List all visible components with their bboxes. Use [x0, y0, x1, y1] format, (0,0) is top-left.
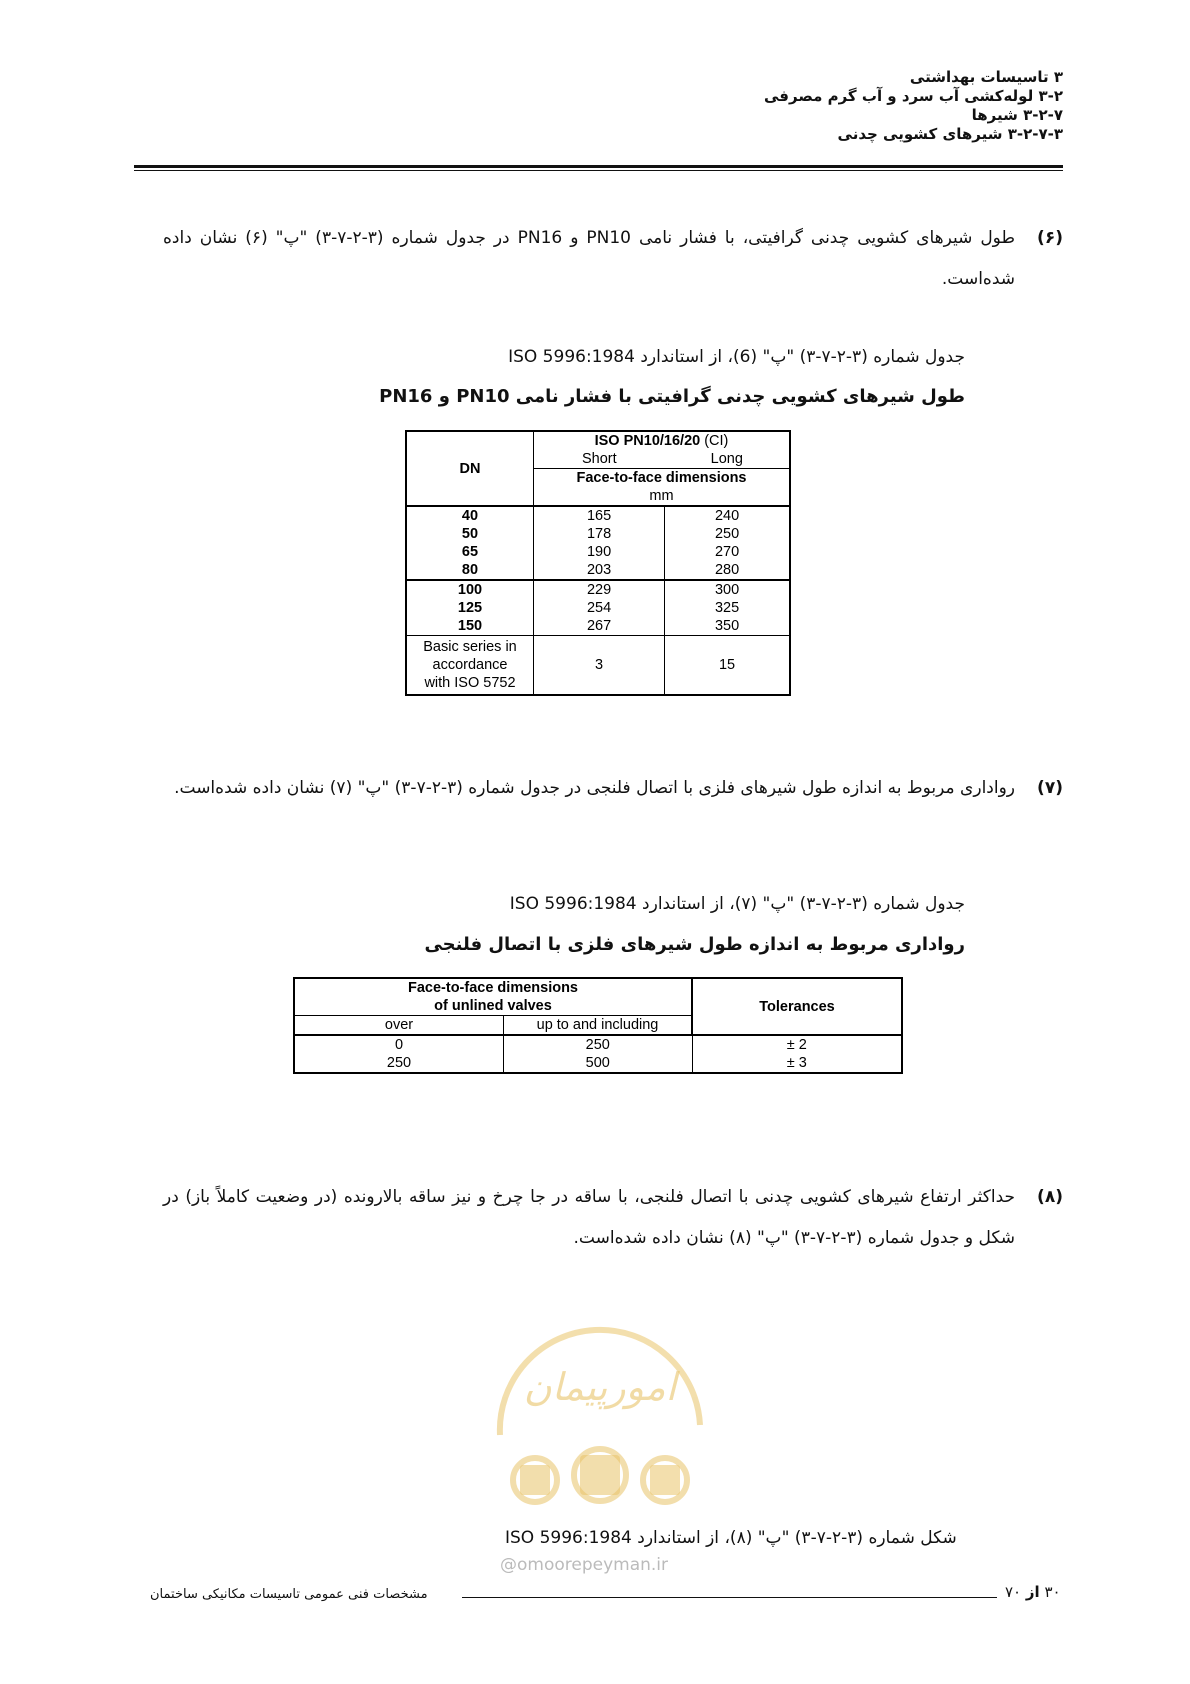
watermark-url: @omoorepeyman.ir [500, 1555, 669, 1575]
dn-cell: 40 50 65 80 [406, 506, 534, 580]
header-short: Short [534, 450, 665, 469]
basic-series-label: Basic series in accordance with ISO 5752 [406, 636, 534, 696]
page-header [363, 68, 1063, 144]
header-upto: up to and including [504, 1016, 693, 1036]
header-tolerances: Tolerances [759, 998, 835, 1015]
header-dn: DN [406, 431, 534, 506]
header-rule-thin [134, 170, 1063, 171]
upto-cell: 500 [504, 1054, 693, 1073]
header-f2f: Face-to-face dimensions of unlined valves [294, 978, 692, 1016]
dn-cell: 100 125 150 [406, 580, 534, 636]
header-subsection: ۳-۲-۷ شیرها [971, 106, 1063, 124]
over-cell: 0 [294, 1035, 504, 1054]
table-row [294, 1035, 902, 1054]
paragraph-number: (۷) [1037, 778, 1063, 798]
footer-rule [462, 1597, 997, 1598]
svg-text:امورپیمان: امورپیمان [523, 1365, 677, 1409]
paragraph-number: (۶) [1037, 228, 1063, 248]
header-rule-thick [134, 165, 1063, 168]
header-over: over [294, 1016, 504, 1036]
table-6-title: طول شیرهای کشویی چدنی گرافیتی با فشار نامی PN10 و PN16 [379, 386, 965, 407]
table-7-caption: جدول شماره (۳-۲-۷-۳) "پ" (۷)، از استاندارد ISO 5996:1984 [509, 894, 965, 914]
at-icon: @ [500, 1555, 517, 1575]
table-row [294, 1054, 902, 1073]
table-7-title: رواداری مربوط به اندازه طول شیرهای فلزی با اتصال فلنجی [424, 934, 965, 955]
header-unit: mm [534, 487, 791, 506]
basic-short: 3 [534, 636, 665, 696]
tolerance-table [293, 977, 903, 1074]
watermark-logo [480, 1305, 720, 1535]
length-table [405, 430, 791, 696]
tolerance-cell: ± 3 [786, 1055, 807, 1071]
short-cell: 229 254 267 [534, 580, 665, 636]
footer-doc-title: مشخصات فنی عمومی تاسیسات مکانیکی ساختمان [150, 1587, 428, 1602]
long-cell: 240 250 270 280 [665, 506, 790, 580]
figure-8-caption: شکل شماره (۳-۲-۷-۳) "پ" (۸)، از استاندارد ISO 5996:1984 [505, 1528, 957, 1548]
tolerance-cell: ± 2 [692, 1035, 902, 1054]
basic-long: 15 [665, 636, 790, 696]
header-topic: ۳-۲-۷-۳ شیرهای کشویی چدنی [837, 125, 1063, 143]
header-f2f: Face-to-face dimensions [534, 469, 791, 488]
paragraph-text: رواداری مربوط به اندازه طول شیرهای فلزی با اتصال فلنجی در جدول شماره (۳-۲-۷-۳) "پ" (۷) نشان داده شده‌است. [174, 778, 1015, 798]
page-number: ۳۰ از ۷۰ [1005, 1583, 1061, 1601]
watermark-emblem-icon [480, 1305, 720, 1535]
long-cell: 300 325 350 [665, 580, 790, 636]
short-cell: 165 178 190 203 [534, 506, 665, 580]
header-chapter: ۳ تاسیسات بهداشتی [909, 68, 1063, 86]
header-long: Long [710, 451, 743, 467]
paragraph-number: (۸) [1037, 1187, 1063, 1207]
header-section: ۳-۲ لوله‌کشی آب سرد و آب گرم مصرفی [763, 87, 1063, 105]
header-iso: ISO PN10/16/20 (CI) [594, 433, 729, 449]
paragraph-text: حداکثر ارتفاع شیرهای کشویی چدنی با اتصال فلنجی، با ساقه در جا چرخ و نیز ساقه بالارونده (در وضعیت کاملاً باز) در شکل و جدول شماره (۳-۲-۷-۳) "پ" (۸) نشان داده شده‌است. [163, 1187, 1015, 1248]
table-6-caption: جدول شماره (۳-۲-۷-۳) "پ" (6)، از استاندارد ISO 5996:1984 [508, 347, 965, 367]
paragraph-7 [163, 768, 1063, 809]
paragraph-text: طول شیرهای کشویی چدنی گرافیتی، با فشار نامی PN10 و PN16 در جدول شماره (۳-۲-۷-۳) "پ" (۶) نشان داده شده‌است. [163, 228, 1015, 289]
paragraph-8 [163, 1177, 1063, 1259]
paragraph-6 [163, 218, 1063, 300]
over-cell: 250 [294, 1054, 504, 1073]
upto-cell: 250 [504, 1035, 693, 1054]
